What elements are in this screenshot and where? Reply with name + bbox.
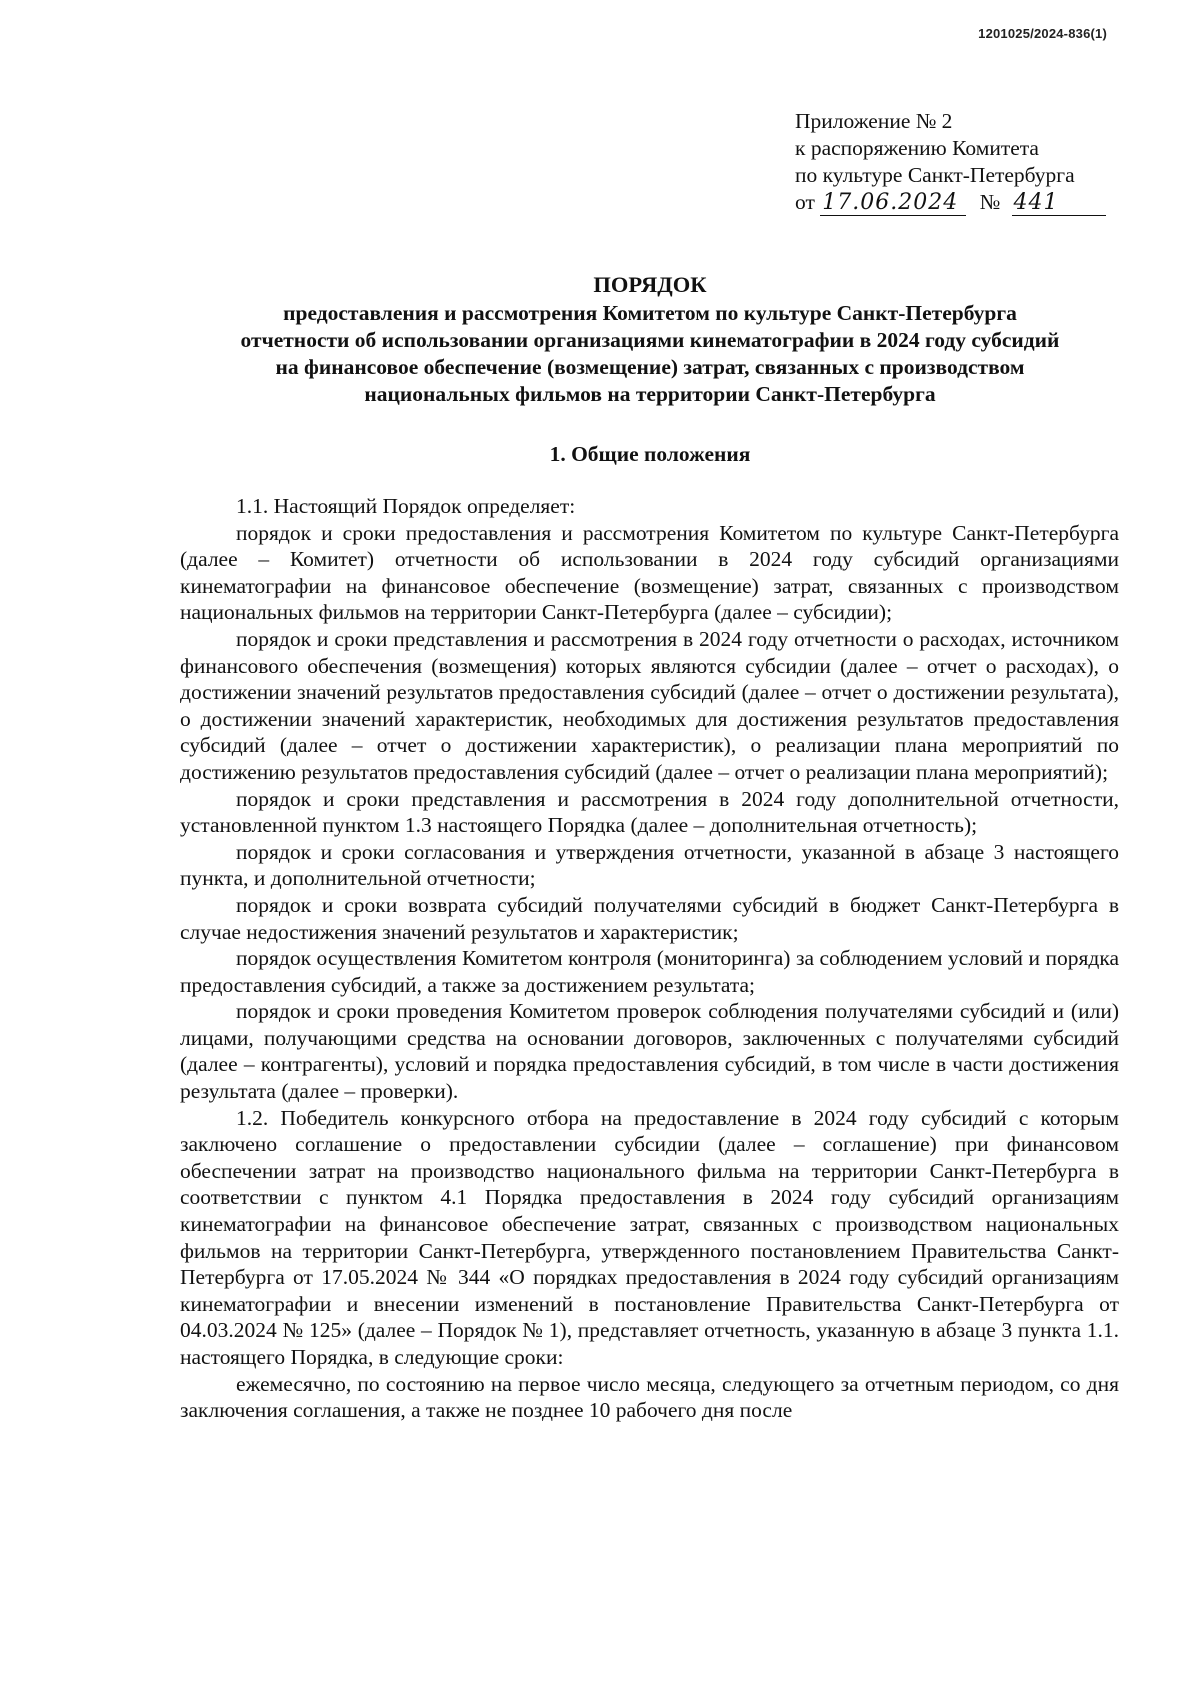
title-line: национальных фильмов на территории Санкт-Петербурга [364,382,936,406]
paragraph: 1.1. Настоящий Порядок определяет: [236,494,576,518]
document-body [180,493,1119,1424]
paragraph: ежемесячно, по состоянию на первое число месяца, следующего за отчетным периодом, со дня заключения соглашения, а также не позднее 10 рабочего дня после [180,1371,1119,1423]
handwritten-date: 17.06.2024 [820,191,966,216]
document-registration-code: 1201025/2024-836(1) [978,26,1107,41]
title-line: предоставления и рассмотрения Комитетом по культуре Санкт-Петербурга [283,301,1017,325]
number-label: № [979,190,1001,214]
appendix-order-ref: к распоряжению Комитета [795,136,1039,160]
appendix-committee: по культуре Санкт-Петербурга [795,163,1075,187]
paragraph: порядок и сроки представления и рассмотрения в 2024 году дополнительной отчетности, установленной пунктом 1.3 настоящего Порядка (далее – дополнительная отчетность); [180,786,1119,838]
section-heading: 1. Общие положения [549,442,751,466]
paragraph: порядок и сроки предоставления и рассмотрения Комитетом по культуре Санкт-Петербурга (далее – Комитет) отчетности об использовании в 2024 году субсидий организациями кинематографии на финансовое обеспечение (возмещение) затрат, связанных с производством национальных фильмов на территории Санкт-Петербурга (далее – субсидии); [180,520,1119,625]
from-label: от [795,190,815,214]
appendix-date-number-line [795,189,1106,216]
paragraph: 1.2. Победитель конкурсного отбора на предоставление в 2024 году субсидий с которым заключено соглашение о предоставлении субсидии (далее – соглашение) при финансовом обеспечении затрат на производство национального фильма на территории Санкт-Петербурга в соответствии с пунктом 4.1 Порядка предоставления в 2024 году субсидий организациям кинематографии на финансовое обеспечение затрат, связанных с производством национальных фильмов на территории Санкт-Петербурга, утвержденного постановлением Правительства Санкт-Петербурга от 17.05.2024 № 344 «О порядках предоставления в 2024 году субсидий организациям кинематографии и внесении изменений в постановление Правительства Санкт-Петербурга от 04.03.2024 № 125» (далее – Порядок № 1), представляет отчетность, указанную в абзаце 3 пункта 1.1. настоящего Порядка, в следующие сроки: [180,1105,1119,1369]
document-title [120,271,1180,408]
appendix-block [795,108,1106,216]
paragraph: порядок осуществления Комитетом контроля (мониторинга) за соблюдением условий и порядка предоставления субсидий, а также за достижением результата; [180,946,1119,997]
title-main: ПОРЯДОК [593,272,707,297]
title-line: на финансовое обеспечение (возмещение) затрат, связанных с производством [275,355,1025,379]
paragraph: порядок и сроки проведения Комитетом проверок соблюдения получателями субсидий и (или) лицами, получающими средства на основании договоров, заключенных с получателями субсидий (далее – контрагенты), условий и порядка предоставления субсидий, в том числе в части достижения результата (далее – проверки). [180,999,1119,1104]
paragraph: порядок и сроки согласования и утверждения отчетности, указанной в абзаце 3 настоящего пункта, и дополнительной отчетности; [180,839,1119,891]
appendix-number: Приложение № 2 [795,109,953,133]
title-line: отчетности об использовании организациями кинематографии в 2024 году субсидий [240,328,1060,352]
paragraph: порядок и сроки представления и рассмотрения в 2024 году отчетности о расходах, источником финансового обеспечения (возмещения) которых являются субсидии (далее – отчет о расходах), о достижении значений результатов предоставления субсидий (далее – отчет о достижении результата), о достижении значений характеристик, необходимых для достижения результатов предоставления субсидий (далее – отчет о достижении характеристик), о реализации плана мероприятий по достижению результатов предоставления субсидий (далее – отчет о реализации плана мероприятий); [180,626,1119,784]
paragraph: порядок и сроки возврата субсидий получателями субсидий в бюджет Санкт-Петербурга в случае недостижения значений результатов и характеристик; [180,892,1119,944]
handwritten-number: 441 [1012,191,1106,216]
